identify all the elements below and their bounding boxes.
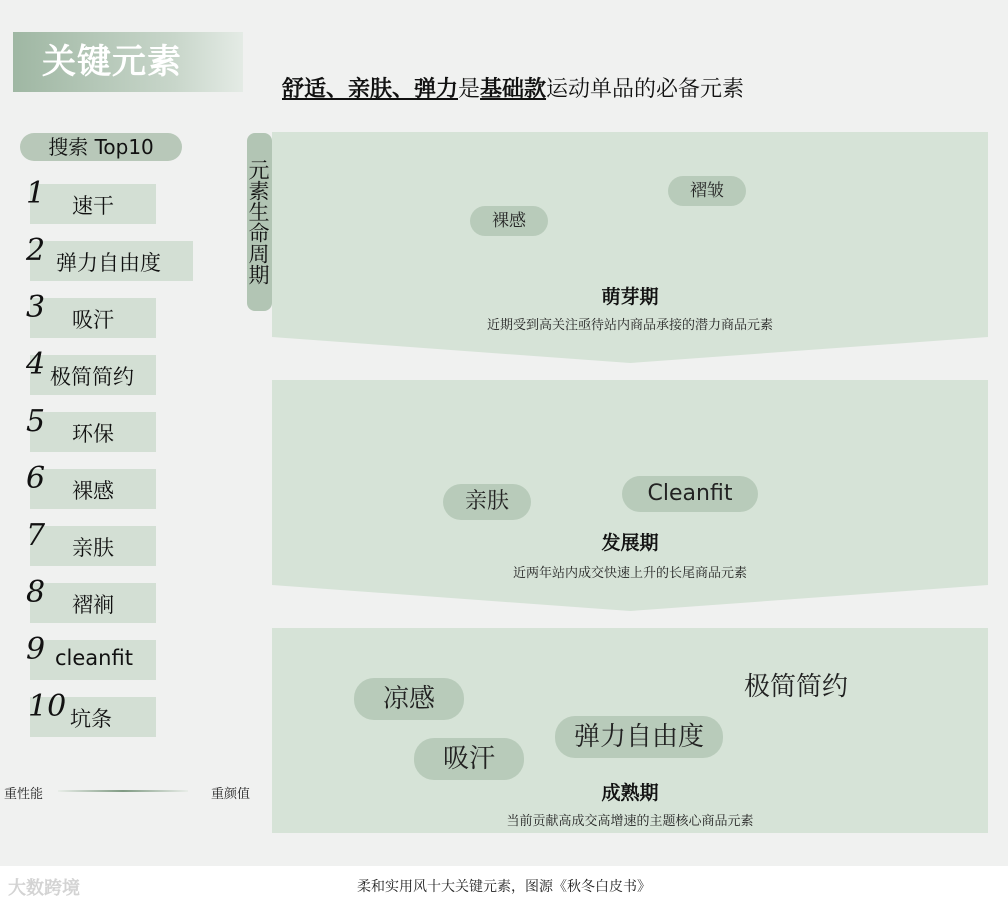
scale-right-label: 重颜值 bbox=[211, 787, 251, 802]
stage-mature-name: 成熟期 bbox=[601, 782, 659, 804]
rank-number: 8 bbox=[26, 575, 46, 610]
rank-number: 4 bbox=[26, 347, 46, 382]
list-item bbox=[14, 290, 204, 338]
caption: 柔和实用风十大关键元素，图源《秋冬白皮书》 bbox=[357, 879, 651, 895]
scale-left-label: 重性能 bbox=[4, 787, 44, 802]
rank-number: 10 bbox=[28, 689, 67, 724]
rank-label: 弹力自由度 bbox=[56, 251, 161, 275]
rank-number: 5 bbox=[26, 404, 46, 439]
list-item bbox=[14, 347, 204, 395]
list-item bbox=[14, 575, 204, 623]
search-top10-badge: 搜索 Top10 bbox=[20, 133, 182, 161]
page-title: 关键元素 bbox=[42, 42, 182, 82]
tag-zhouzhou: 褶皱 bbox=[668, 176, 746, 206]
rank-label: 环保 bbox=[72, 422, 114, 446]
rank-label: 亲肤 bbox=[72, 536, 114, 560]
tag-lianggan: 凉感 bbox=[354, 678, 464, 720]
tag-cleanfit: Cleanfit bbox=[622, 476, 758, 512]
lifecycle-label: 元素生命周期 bbox=[247, 133, 272, 311]
stage-growth-desc: 近两年站内成交快速上升的长尾商品元素 bbox=[512, 566, 747, 581]
list-item bbox=[14, 689, 204, 737]
rank-number: 9 bbox=[26, 632, 46, 667]
list-item bbox=[14, 632, 204, 680]
scale-gradient-line bbox=[58, 790, 188, 792]
stage-sprout-name: 萌芽期 bbox=[601, 286, 659, 308]
stage-growth-name: 发展期 bbox=[601, 532, 659, 554]
list-item bbox=[14, 176, 204, 224]
rank-label: 裸感 bbox=[72, 479, 114, 503]
tag-tanli-ziyoudu: 弹力自由度 bbox=[555, 716, 723, 758]
tag-xihan: 吸汗 bbox=[414, 738, 524, 780]
headline-keywords: 舒适、亲肤、弹力 bbox=[282, 77, 459, 102]
rank-number: 7 bbox=[26, 518, 46, 553]
headline-basic: 基础款 bbox=[480, 77, 547, 102]
rank-label: 吸汗 bbox=[72, 308, 114, 332]
tag-jijian-jianyue: 极简简约 bbox=[740, 666, 852, 708]
list-item bbox=[14, 518, 204, 566]
rank-number: 1 bbox=[26, 176, 46, 211]
stage-mature bbox=[272, 628, 988, 833]
tag-qinfu: 亲肤 bbox=[443, 484, 531, 520]
stage-sprout-desc: 近期受到高关注亟待站内商品承接的潜力商品元素 bbox=[486, 318, 773, 333]
rank-label: 极简简约 bbox=[50, 365, 134, 389]
stage-sprout bbox=[272, 132, 988, 364]
stage-growth bbox=[272, 380, 988, 612]
headline-connector: 是 bbox=[458, 77, 481, 102]
headline-rest: 运动单品的必备元素 bbox=[546, 77, 745, 102]
list-item bbox=[14, 233, 204, 281]
rank-label: 褶裥 bbox=[72, 593, 114, 617]
rank-number: 6 bbox=[26, 461, 46, 496]
headline bbox=[282, 72, 744, 103]
rank-label: cleanfit bbox=[55, 646, 133, 670]
list-item bbox=[14, 461, 204, 509]
stage-mature-desc: 当前贡献高成交高增速的主题核心商品元素 bbox=[506, 814, 754, 829]
rank-number: 2 bbox=[26, 233, 46, 268]
rank-label: 速干 bbox=[72, 194, 114, 218]
rank-number: 3 bbox=[26, 290, 46, 325]
watermark: 大数跨境 bbox=[8, 878, 80, 899]
list-item bbox=[14, 404, 204, 452]
tag-luogan: 裸感 bbox=[470, 206, 548, 236]
rank-label: 坑条 bbox=[70, 707, 112, 731]
